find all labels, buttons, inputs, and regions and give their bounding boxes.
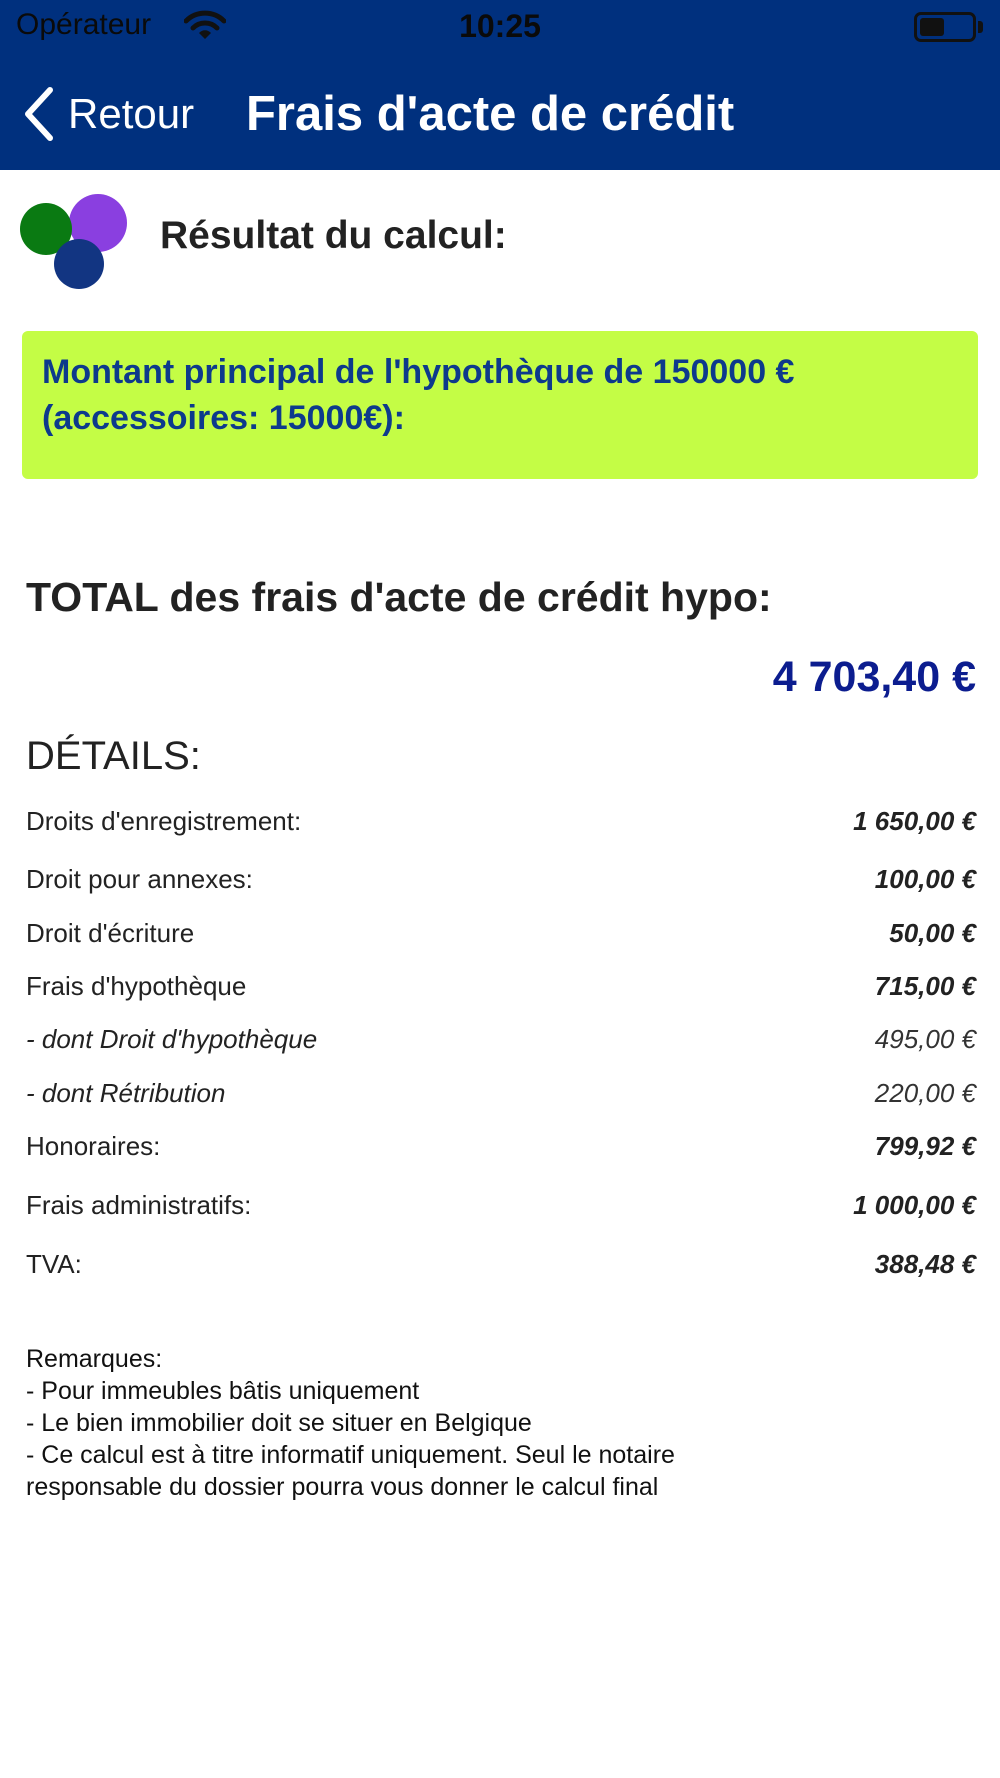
remark-line: - Pour immeubles bâtis uniquement: [26, 1377, 420, 1405]
battery-tip: [978, 21, 983, 33]
detail-subrow: [26, 1078, 976, 1109]
detail-value: 1 650,00 €: [853, 806, 976, 836]
detail-label: TVA:: [26, 1249, 82, 1279]
detail-label: - dont Droit d'hypothèque: [26, 1024, 318, 1054]
total-value: 4 703,40 €: [772, 653, 976, 701]
detail-value: 388,48 €: [874, 1249, 976, 1279]
detail-row: [26, 971, 976, 1002]
detail-value: 1 000,00 €: [853, 1190, 976, 1220]
status-bar: [0, 0, 1000, 56]
chevron-left-icon: [20, 86, 56, 142]
status-time: 10:25: [459, 8, 541, 44]
detail-label: Droit pour annexes:: [26, 864, 253, 894]
detail-row: [26, 1249, 976, 1280]
detail-value: 50,00 €: [889, 918, 976, 948]
remark-line: - Le bien immobilier doit se situer en Belgique: [26, 1409, 532, 1437]
remark-line: responsable du dossier pourra vous donner le calcul final: [26, 1473, 659, 1501]
back-button-label: Retour: [68, 90, 195, 137]
detail-value: 100,00 €: [874, 864, 976, 894]
detail-value: 495,00 €: [874, 1024, 976, 1054]
back-button[interactable]: [20, 84, 194, 144]
remarks-title: Remarques:: [26, 1345, 163, 1373]
detail-row: [26, 806, 976, 837]
detail-label: Frais d'hypothèque: [26, 971, 247, 1001]
app-logo: [20, 190, 132, 292]
detail-value: 220,00 €: [874, 1078, 976, 1108]
detail-label: - dont Rétribution: [26, 1078, 226, 1108]
remarks: [26, 1343, 675, 1503]
details-title: DÉTAILS:: [26, 734, 201, 778]
detail-subrow: [26, 1024, 976, 1055]
app-header: [0, 0, 1000, 170]
remark-line: - Ce calcul est à titre informatif uniquement. Seul le notaire: [26, 1441, 675, 1469]
detail-row: [26, 864, 976, 895]
detail-row: [26, 1131, 976, 1162]
detail-row: [26, 918, 976, 949]
total-label: TOTAL des frais d'acte de crédit hypo:: [26, 574, 772, 620]
page-title: Frais d'acte de crédit: [246, 87, 735, 141]
battery-icon: [914, 12, 976, 42]
battery-level: [920, 18, 944, 36]
detail-label: Droit d'écriture: [26, 918, 195, 948]
detail-value: 715,00 €: [874, 971, 976, 1001]
carrier-label: Opérateur: [16, 8, 152, 41]
result-title: Résultat du calcul:: [160, 214, 507, 257]
detail-row: [26, 1190, 976, 1221]
detail-label: Honoraires:: [26, 1131, 161, 1161]
mortgage-summary-box: [22, 331, 978, 479]
detail-label: Frais administratifs:: [26, 1190, 252, 1220]
mortgage-summary-line-2: (accessoires: 15000€):: [42, 399, 405, 437]
detail-label: Droits d'enregistrement:: [26, 806, 302, 836]
detail-value: 799,92 €: [874, 1131, 976, 1161]
mortgage-summary-line-1: Montant principal de l'hypothèque de 150000 €: [42, 353, 795, 391]
